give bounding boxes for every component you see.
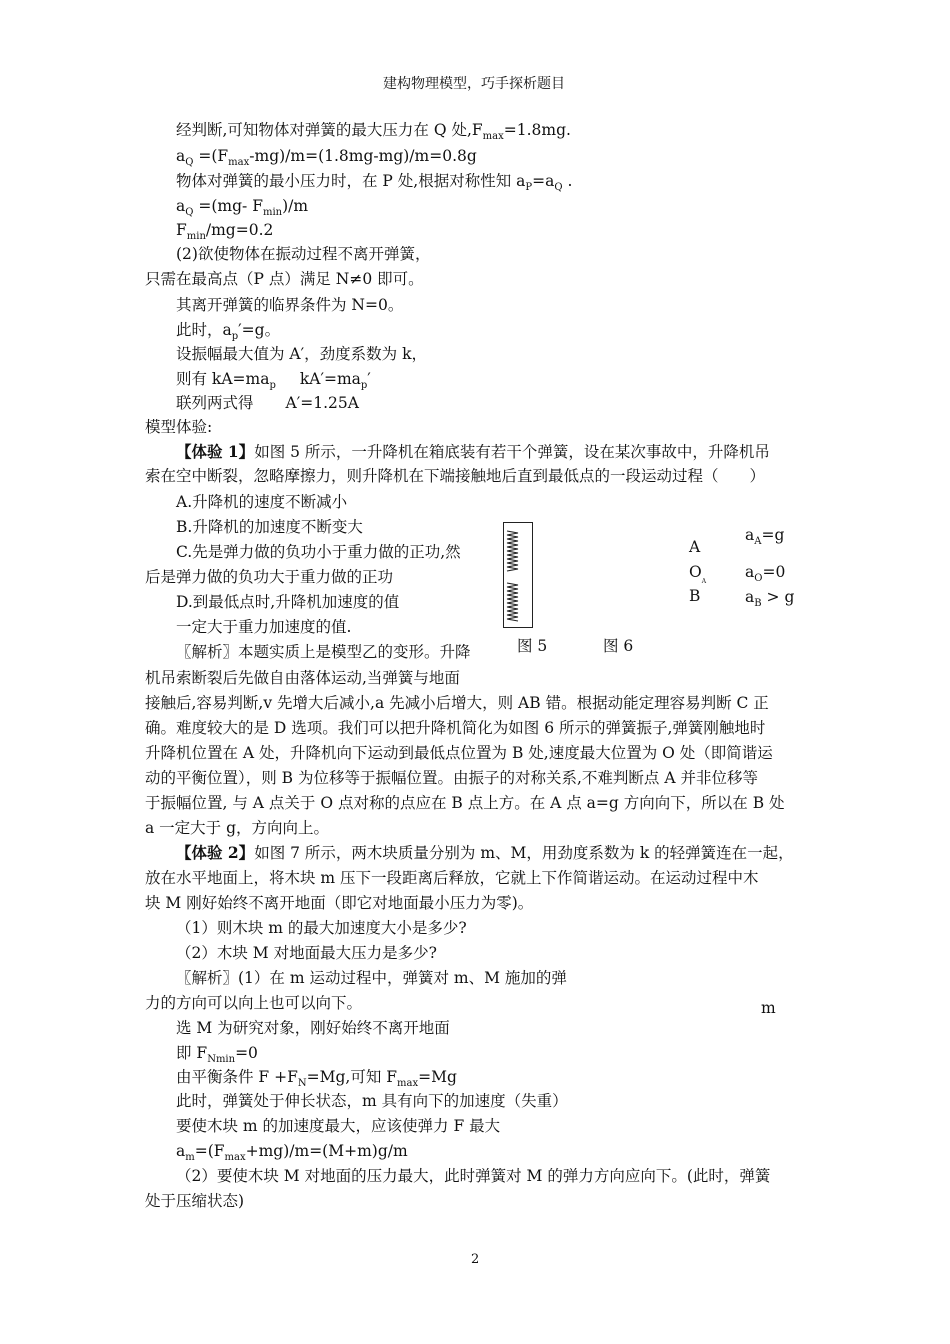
text-line: 设振幅最大值为 A′，劲度系数为 k， [176,345,427,363]
figure-5-caption: 图 5 [517,637,548,655]
text-line: 只需在最高点（P 点）满足 N≠0 即可。 [145,270,424,288]
figure-6-point-b: B [689,587,701,605]
figure-6-caption: 图 6 [603,637,634,655]
analysis-1-line: a 一定大于 g，方向向上。 [145,819,330,837]
formula-line: $a_Q =(F_{max}-mg)/m=(1.8mg-mg)/m=0.8g$ [176,147,477,168]
analysis-2-line: 〖解析〗(1）在 m 运动过程中，弹簧对 m、M 施加的弹 [176,969,567,987]
exercise-1-line: 【体验 1】如图 5 所示，一升降机在箱底装有若干个弹簧，设在某次事故中，升降机吊 [176,442,770,461]
analysis-1-line: 〖解析〗本题实质上是模型乙的变形。升降 [176,643,471,661]
analysis-1-line: 接触后,容易判断,v 先增大后减小,a 先减小后增大，则 AB 错。根据动能定理容易判断 C 正 [145,694,769,712]
analysis-2-line: 要使木块 m 的加速度最大，应该使弹力 F 最大 [176,1117,501,1135]
text-line: 物体对弹簧的最小压力时，在 P 处,根据对称性知 $a_P=a_Q$ . [176,172,573,193]
analysis-2-line: 此时，弹簧处于伸长状态，m 具有向下的加速度（失重） [176,1092,568,1110]
figure-6-accel-b: $a_B > g$ [745,588,795,609]
formula-line: $a_m=(F_{max}+mg)/m=(M+m)g/m$ [176,1142,408,1163]
figure-7-label-m: m [761,999,776,1017]
option-a: A.升降机的速度不断减小 [176,493,348,511]
analysis-1-line: 动的平衡位置），则 B 为位移等于振幅位置。由振子的对称关系,不难判断点 A 并非位移等 [145,769,758,787]
text-line: (2)欲使物体在振动过程不离开弹簧， [176,245,431,263]
formula-line: 则有 $kA=ma_p$ $kA'=ma_p'$ [176,370,371,391]
formula-line: 由平衡条件 $F +F_N=Mg$,可知 $F_{max}=Mg$ [176,1068,457,1089]
formula-line: 联列两式得 A′=1.25A [176,394,359,412]
analysis-1-line: 确。难度较大的是 D 选项。我们可以把升降机简化为如图 6 所示的弹簧振子,弹簧刚触地时 [145,719,766,737]
page-number: 2 [471,1252,480,1267]
question-1: （1）则木块 m 的最大加速度大小是多少? [176,919,467,937]
analysis-2-line: 力的方向可以向上也可以向下。 [145,994,363,1012]
analysis-2-line: 选 M 为研究对象，刚好始终不离开地面 [176,1019,450,1037]
exercise-2-line: 块 M 刚好始终不离开地面（即它对地面最小压力为零)。 [145,894,534,912]
figure-5-elevator [503,522,533,628]
text-line: 其离开弹簧的临界条件为 N=0。 [176,296,404,314]
option-d: D.到最低点时,升降机加速度的值 [176,593,400,611]
analysis-1-line: 升降机位置在 A 处，升降机向下运动到最低点位置为 B 处,速度最大位置为 O 处（即简谐运 [145,744,773,762]
question-2: （2）木块 M 对地面最大压力是多少? [176,944,437,962]
exercise-2-line: 放在水平地面上，将木块 m 压下一段距离后释放，它就上下作简谐运动。在运动过程中木 [145,869,759,887]
option-c: 后是弹力做的负功大于重力做的正功 [145,568,394,586]
option-d: 一定大于重力加速度的值. [176,618,352,636]
text-line: 经判断,可知物体对弹簧的最大压力在 Q 处$,F_{max}=1.8mg$. [176,121,571,142]
formula-line: 此时，$a_p'=g$。 [176,321,281,342]
formula-line: $a_Q =(mg-$ $F_{min})/m$ [176,197,309,218]
figure-6-accel-a: $a_A=g$ [745,526,785,547]
figure-6-point-a: A [689,538,701,556]
analysis-2-line: （2）要使木块 M 对地面的压力最大，此时弹簧对 M 的弹力方向应向下。(此时，弹簧 [176,1167,771,1185]
analysis-1-line: 机吊索断裂后先做自由落体运动,当弹簧与地面 [145,669,460,687]
exercise-2-line: 【体验 2】如图 7 所示，两木块质量分别为 m、M，用劲度系数为 k 的轻弹簧连在一起， [176,843,794,862]
option-c: C.先是弹力做的负功小于重力做的正功,然 [176,543,461,561]
analysis-2-line: 处于压缩状态) [145,1192,245,1210]
option-b: B.升降机的加速度不断变大 [176,518,363,536]
analysis-1-line: 于振幅位置, 与 A 点关于 O 点对称的点应在 B 点上方。在 A 点 a=g 方向向下，所以在 B 处 [145,794,785,812]
formula-line: 即 $F_{Nmin}=0$ [176,1044,258,1065]
formula-line: $F_{min}/mg=0.2$ [176,221,274,242]
page-header: 建构物理模型，巧手探析题目 [383,76,565,92]
section-heading: 模型体验: [145,418,213,436]
spring-icon [504,523,532,627]
figure-6-accel-o: $a_O=0$ [745,563,786,584]
exercise-1-line: 索在空中断裂，忽略摩擦力，则升降机在下端接触地后直到最低点的一段运动过程（ ） [145,467,766,485]
figure-6-point-o: $O_A$ [689,563,707,585]
